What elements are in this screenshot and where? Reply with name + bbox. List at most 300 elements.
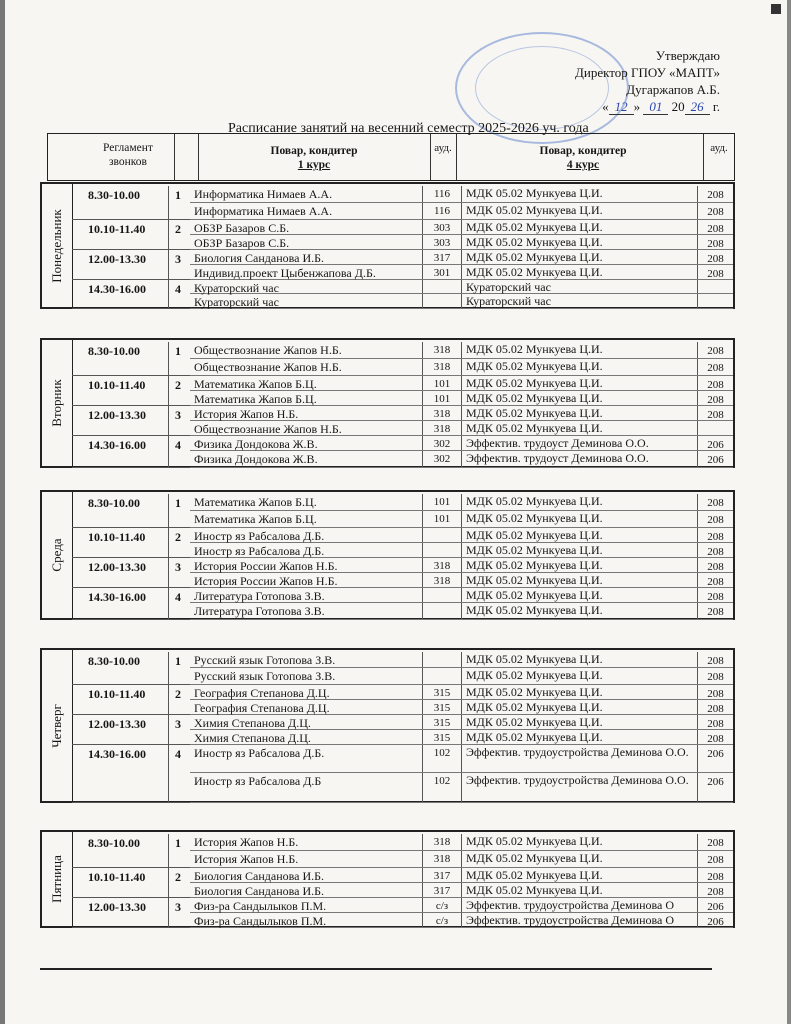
room-course-1: 301: [422, 265, 462, 279]
slot-number: 3: [175, 408, 181, 422]
room-course-4: 208: [697, 700, 733, 714]
room-course-1: 318: [422, 359, 462, 375]
day-block: [40, 182, 735, 309]
table-row: [190, 436, 733, 451]
subject-course-1: Иностр яз Рабсалова Д.Б.: [194, 529, 325, 543]
room-course-4: 208: [697, 203, 733, 219]
subject-course-1: Кураторский час: [194, 281, 279, 295]
subject-course-4: МДК 05.02 Мункуева Ц.И.: [466, 376, 603, 390]
table-row: [190, 730, 733, 745]
slot-time: 12.00-13.30: [88, 408, 146, 422]
header-group-2: [468, 144, 698, 172]
subject-course-4: МДК 05.02 Мункуева Ц.И.: [466, 359, 603, 373]
table-row: [190, 834, 733, 851]
slot-time: 14.30-16.00: [88, 282, 146, 296]
room-course-1: [422, 588, 462, 602]
subject-course-1: Математика Жапов Б.Ц.: [194, 495, 317, 509]
time-slot: [72, 406, 190, 436]
subject-course-4: МДК 05.02 Мункуева Ц.И.: [466, 834, 603, 848]
subject-course-4: Эффектив. трудоуст Деминова О.О.: [466, 451, 649, 465]
slot-time: 12.00-13.30: [88, 900, 146, 914]
subject-course-4: МДК 05.02 Мункуева Ц.И.: [466, 511, 603, 525]
slot-number: 4: [175, 282, 181, 296]
table-row: [190, 685, 733, 700]
room-course-4: 208: [697, 588, 733, 602]
time-slot: [72, 528, 190, 558]
subject-course-1: Литература Готопова З.В.: [194, 604, 325, 618]
slot-divider: [168, 436, 169, 467]
room-course-1: [422, 603, 462, 619]
room-course-4: [697, 280, 733, 293]
header-course-2: 4 курс: [566, 159, 600, 171]
subject-course-4: Эффектив. трудоустройства Деминова О.О.: [466, 745, 689, 759]
room-course-4: 208: [697, 186, 733, 202]
day-name: Четверг: [49, 703, 64, 748]
subject-course-4: МДК 05.02 Мункуева Ц.И.: [466, 558, 603, 572]
room-course-1: 318: [422, 421, 462, 435]
room-course-4: 208: [697, 851, 733, 867]
subject-course-1: Физ-ра Сандылыков П.М.: [194, 899, 327, 913]
table-row: [190, 883, 733, 898]
subject-course-1: Математика Жапов Б.Ц.: [194, 512, 317, 526]
table-row: [190, 376, 733, 391]
subject-course-1: Биология Санданова И.Б.: [194, 869, 325, 883]
day-name-cell: [42, 492, 73, 618]
slot-time: 12.00-13.30: [88, 717, 146, 731]
slot-number: 2: [175, 687, 181, 701]
table-row: [190, 715, 733, 730]
slot-number: 1: [175, 836, 181, 850]
slot-divider: [168, 745, 169, 802]
header-divider-1: [174, 134, 175, 180]
subject-course-4: МДК 05.02 Мункуева Ц.И.: [466, 186, 603, 200]
approval-line-3: Дугаржапов А.Б.: [626, 82, 720, 97]
table-row: [190, 494, 733, 511]
subject-course-1: Обществознание Жапов Н.Б.: [194, 343, 342, 357]
slot-number: 4: [175, 747, 181, 761]
time-slot: [72, 685, 190, 715]
day-name-cell: [42, 650, 73, 801]
subject-course-4: МДК 05.02 Мункуева Ц.И.: [466, 573, 603, 587]
day-block: [40, 490, 735, 620]
slot-divider: [168, 494, 169, 527]
slot-time: 12.00-13.30: [88, 252, 146, 266]
room-course-4: 208: [697, 652, 733, 667]
room-course-4: 208: [697, 543, 733, 557]
slot-divider: [168, 685, 169, 714]
room-course-1: 317: [422, 883, 462, 897]
room-course-4: 206: [697, 898, 733, 912]
subject-course-4: МДК 05.02 Мункуева Ц.И.: [466, 730, 603, 744]
room-course-4: 208: [697, 668, 733, 684]
time-slot: [72, 898, 190, 928]
table-header: [47, 133, 735, 181]
subject-course-4: Кураторский час: [466, 294, 551, 308]
room-course-1: 102: [422, 773, 462, 802]
subject-course-4: Эффектив. трудоустройства Деминова О: [466, 913, 674, 927]
time-slot: [72, 280, 190, 309]
room-course-1: 303: [422, 235, 462, 249]
date-open-quote: «: [602, 99, 609, 114]
slot-time: 12.00-13.30: [88, 560, 146, 574]
subject-course-1: История Жапов Н.Б.: [194, 407, 299, 421]
subject-course-4: МДК 05.02 Мункуева Ц.И.: [466, 851, 603, 865]
room-course-4: 208: [697, 558, 733, 572]
subject-course-1: ОБЗР Базаров С.Б.: [194, 221, 290, 235]
slot-divider: [168, 406, 169, 435]
date-suffix: г.: [712, 99, 720, 114]
subject-course-1: Индивид.проект Цыбенжапова Д.Б.: [194, 266, 376, 280]
slot-divider: [168, 715, 169, 744]
room-course-1: 318: [422, 834, 462, 850]
slot-time: 10.10-11.40: [88, 687, 146, 701]
subject-course-4: МДК 05.02 Мункуева Ц.И.: [466, 883, 603, 897]
room-course-1: [422, 668, 462, 684]
day-name: Среда: [49, 538, 64, 572]
time-slot: [72, 745, 190, 803]
room-course-4: 208: [697, 391, 733, 405]
room-course-1: 318: [422, 558, 462, 572]
room-course-1: 318: [422, 406, 462, 420]
subject-course-1: Обществознание Жапов Н.Б.: [194, 422, 342, 436]
room-course-1: 318: [422, 573, 462, 587]
subject-course-1: Иностр яз Рабсалова Д.Б: [194, 774, 322, 788]
room-course-1: 116: [422, 186, 462, 202]
header-divider-4: [456, 134, 457, 180]
scan-edge-left: [0, 0, 5, 1024]
table-row: [190, 406, 733, 421]
subject-course-4: МДК 05.02 Мункуева Ц.И.: [466, 494, 603, 508]
room-course-1: [422, 528, 462, 542]
room-course-1: 303: [422, 220, 462, 234]
day-name-cell: [42, 340, 73, 466]
header-room-2: ауд.: [710, 142, 728, 154]
subject-course-4: Кураторский час: [466, 280, 551, 294]
slot-time: 14.30-16.00: [88, 590, 146, 604]
room-course-1: с/з: [422, 898, 462, 912]
room-course-4: 208: [697, 342, 733, 358]
time-slot: [72, 342, 190, 376]
day-name: Понедельник: [49, 208, 64, 283]
subject-course-4: МДК 05.02 Мункуева Ц.И.: [466, 868, 603, 882]
subject-course-4: МДК 05.02 Мункуева Ц.И.: [466, 603, 603, 617]
table-row: [190, 668, 733, 685]
subject-course-4: МДК 05.02 Мункуева Ц.И.: [466, 700, 603, 714]
table-row: [190, 913, 733, 928]
subject-course-1: Биология Санданова И.Б.: [194, 251, 325, 265]
slot-number: 1: [175, 496, 181, 510]
subject-course-1: Химия Степанова Д.Ц.: [194, 731, 311, 745]
slot-time: 8.30-10.00: [88, 344, 140, 358]
table-row: [190, 851, 733, 868]
subject-course-1: Физ-ра Сандылыков П.М.: [194, 914, 327, 928]
room-course-4: 208: [697, 834, 733, 850]
room-course-1: 317: [422, 868, 462, 882]
room-course-4: 208: [697, 685, 733, 699]
date-month: 01: [643, 99, 668, 115]
date-close-quote: »: [633, 99, 641, 114]
slot-divider: [168, 376, 169, 405]
time-slot: [72, 494, 190, 528]
time-slot: [72, 376, 190, 406]
table-row: [190, 250, 733, 265]
header-group-1: [198, 144, 430, 172]
table-row: [190, 543, 733, 558]
subject-course-4: МДК 05.02 Мункуева Ц.И.: [466, 715, 603, 729]
room-course-4: 208: [697, 376, 733, 390]
slot-time: 10.10-11.40: [88, 870, 146, 884]
table-row: [190, 391, 733, 406]
day-block: [40, 830, 735, 928]
day-block: [40, 338, 735, 468]
slot-number: 1: [175, 344, 181, 358]
subject-course-1: Математика Жапов Б.Ц.: [194, 392, 317, 406]
room-course-4: 208: [697, 603, 733, 619]
subject-course-1: Иностр яз Рабсалова Д.Б.: [194, 746, 325, 760]
room-course-1: 102: [422, 745, 462, 772]
subject-course-4: Эффектив. трудоуст Деминова О.О.: [466, 436, 649, 450]
table-row: [190, 186, 733, 203]
subject-course-4: МДК 05.02 Мункуева Ц.И.: [466, 421, 603, 435]
time-slot: [72, 834, 190, 868]
slot-time: 10.10-11.40: [88, 378, 146, 392]
room-course-1: 302: [422, 436, 462, 450]
table-row: [190, 652, 733, 668]
date-day: 12: [609, 99, 634, 115]
slot-number: 3: [175, 560, 181, 574]
subject-course-4: МДК 05.02 Мункуева Ц.И.: [466, 528, 603, 542]
day-block: [40, 648, 735, 803]
subject-course-1: ОБЗР Базаров С.Б.: [194, 236, 290, 250]
subject-course-4: МДК 05.02 Мункуева Ц.И.: [466, 265, 603, 279]
room-course-4: 208: [697, 250, 733, 264]
time-slot: [72, 868, 190, 898]
subject-course-1: География Степанова Д.Ц.: [194, 686, 330, 700]
room-course-4: 208: [697, 359, 733, 375]
time-slot: [72, 715, 190, 745]
table-row: [190, 294, 733, 309]
room-course-4: 208: [697, 868, 733, 882]
slot-divider: [168, 652, 169, 684]
subject-course-4: Эффектив. трудоустройства Деминова О.О.: [466, 773, 689, 787]
slot-number: 3: [175, 252, 181, 266]
slot-time: 14.30-16.00: [88, 747, 146, 761]
subject-course-4: МДК 05.02 Мункуева Ц.И.: [466, 652, 603, 666]
time-slot: [72, 588, 190, 620]
subject-course-4: МДК 05.02 Мункуева Ц.И.: [466, 220, 603, 234]
table-row: [190, 603, 733, 620]
room-course-1: 116: [422, 203, 462, 219]
slot-number: 2: [175, 378, 181, 392]
time-slot: [72, 250, 190, 280]
time-slot: [72, 436, 190, 468]
subject-course-1: История Жапов Н.Б.: [194, 852, 299, 866]
table-row: [190, 588, 733, 603]
slot-divider: [168, 220, 169, 249]
room-course-4: 206: [697, 436, 733, 450]
room-course-1: 315: [422, 685, 462, 699]
slot-time: 8.30-10.00: [88, 496, 140, 510]
slot-number: 2: [175, 222, 181, 236]
slot-divider: [168, 558, 169, 587]
room-course-4: 206: [697, 451, 733, 467]
subject-course-4: МДК 05.02 Мункуева Ц.И.: [466, 203, 603, 217]
room-course-4: 208: [697, 715, 733, 729]
table-row: [190, 528, 733, 543]
room-course-1: с/з: [422, 913, 462, 927]
time-slot: [72, 652, 190, 685]
subject-course-4: МДК 05.02 Мункуева Ц.И.: [466, 406, 603, 420]
subject-course-4: МДК 05.02 Мункуева Ц.И.: [466, 250, 603, 264]
slot-divider: [168, 528, 169, 557]
date-year-suffix: 26: [685, 99, 710, 115]
slot-divider: [168, 834, 169, 867]
room-course-4: 208: [697, 494, 733, 510]
table-row: [190, 280, 733, 294]
subject-course-4: МДК 05.02 Мункуева Ц.И.: [466, 235, 603, 249]
slot-time: 8.30-10.00: [88, 188, 140, 202]
subject-course-1: Русский язык Готопова З.В.: [194, 653, 336, 667]
subject-course-4: МДК 05.02 Мункуева Ц.И.: [466, 342, 603, 356]
approval-date: [602, 98, 720, 115]
subject-course-1: История Жапов Н.Б.: [194, 835, 299, 849]
subject-course-4: МДК 05.02 Мункуева Ц.И.: [466, 391, 603, 405]
subject-course-1: История России Жапов Н.Б.: [194, 574, 338, 588]
subject-course-1: История России Жапов Н.Б.: [194, 559, 338, 573]
slot-number: 4: [175, 438, 181, 452]
day-name-cell: [42, 832, 73, 926]
subject-course-1: Иностр яз Рабсалова Д.Б.: [194, 544, 325, 558]
subject-course-4: МДК 05.02 Мункуева Ц.И.: [466, 668, 603, 682]
subject-course-1: Информатика Нимаев А.А.: [194, 204, 333, 218]
room-course-1: 101: [422, 391, 462, 405]
subject-course-1: Информатика Нимаев А.А.: [194, 187, 333, 201]
room-course-1: 101: [422, 494, 462, 510]
table-row: [190, 359, 733, 376]
slot-number: 3: [175, 717, 181, 731]
room-course-4: 208: [697, 573, 733, 587]
room-course-1: [422, 294, 462, 308]
day-name-cell: [42, 184, 73, 307]
slot-time: 8.30-10.00: [88, 836, 140, 850]
subject-course-1: География Степанова Д.Ц.: [194, 701, 330, 715]
room-course-4: 206: [697, 745, 733, 772]
subject-course-1: Физика Дондокова Ж.В.: [194, 452, 318, 466]
table-bottom-rule: [40, 968, 712, 970]
slot-divider: [168, 186, 169, 219]
slot-number: 2: [175, 530, 181, 544]
slot-number: 1: [175, 188, 181, 202]
room-course-1: 315: [422, 715, 462, 729]
subject-course-1: Литература Готопова З.В.: [194, 589, 325, 603]
table-row: [190, 773, 733, 803]
header-divider-3: [430, 134, 431, 180]
approval-line-2: Директор ГПОУ «МАПТ»: [575, 65, 720, 80]
room-course-1: 302: [422, 451, 462, 467]
subject-course-4: МДК 05.02 Мункуева Ц.И.: [466, 543, 603, 557]
slot-number: 1: [175, 654, 181, 668]
subject-course-4: Эффектив. трудоустройства Деминова О: [466, 898, 674, 912]
slot-divider: [168, 588, 169, 619]
room-course-4: 208: [697, 406, 733, 420]
date-year-prefix: 20: [671, 99, 685, 114]
room-course-4: [697, 294, 733, 308]
table-row: [190, 342, 733, 359]
scan-corner-mark: [771, 4, 781, 14]
slot-divider: [168, 280, 169, 308]
time-slot: [72, 558, 190, 588]
time-slot: [72, 186, 190, 220]
table-row: [190, 421, 733, 436]
room-course-1: [422, 543, 462, 557]
table-row: [190, 898, 733, 913]
room-course-4: 208: [697, 220, 733, 234]
room-course-4: 208: [697, 511, 733, 527]
slot-number: 3: [175, 900, 181, 914]
header-bells: Регламент звонков: [103, 142, 153, 168]
slot-divider: [168, 250, 169, 279]
subject-course-1: Химия Степанова Д.Ц.: [194, 716, 311, 730]
room-course-1: 318: [422, 342, 462, 358]
header-room-1: ауд.: [434, 142, 452, 154]
header-group-1-name: Повар, кондитер: [270, 145, 358, 157]
time-slot: [72, 220, 190, 250]
approval-block: [470, 47, 720, 115]
table-row: [190, 558, 733, 573]
room-course-1: 315: [422, 700, 462, 714]
slot-number: 4: [175, 590, 181, 604]
table-row: [190, 451, 733, 468]
table-row: [190, 573, 733, 588]
room-course-1: 317: [422, 250, 462, 264]
room-course-1: [422, 652, 462, 667]
room-course-1: [422, 280, 462, 293]
header-course-1: 1 курс: [297, 159, 331, 171]
room-course-4: 208: [697, 265, 733, 279]
header-divider-5: [703, 134, 704, 180]
day-name: Пятница: [49, 855, 64, 903]
subject-course-1: Биология Санданова И.Б.: [194, 884, 325, 898]
table-row: [190, 265, 733, 280]
room-course-1: 101: [422, 376, 462, 390]
approval-line-1: Утверждаю: [655, 48, 720, 63]
room-course-4: [697, 421, 733, 435]
table-row: [190, 235, 733, 250]
subject-course-1: Русский язык Готопова З.В.: [194, 669, 336, 683]
schedule-title: Расписание занятий на весенний семестр 2025-2026 уч. года: [228, 121, 589, 136]
day-name: Вторник: [49, 379, 64, 427]
slot-time: 10.10-11.40: [88, 222, 146, 236]
room-course-4: 206: [697, 773, 733, 802]
room-course-4: 208: [697, 730, 733, 744]
subject-course-4: МДК 05.02 Мункуева Ц.И.: [466, 588, 603, 602]
room-course-4: 208: [697, 883, 733, 897]
slot-divider: [168, 868, 169, 897]
table-row: [190, 203, 733, 220]
subject-course-1: Кураторский час: [194, 295, 279, 309]
scan-edge-right: [787, 0, 791, 1024]
subject-course-1: Математика Жапов Б.Ц.: [194, 377, 317, 391]
slot-time: 8.30-10.00: [88, 654, 140, 668]
room-course-1: 101: [422, 511, 462, 527]
slot-divider: [168, 898, 169, 927]
table-row: [190, 700, 733, 715]
room-course-4: 206: [697, 913, 733, 927]
header-group-2-name: Повар, кондитер: [539, 145, 627, 157]
table-row: [190, 868, 733, 883]
subject-course-1: Обществознание Жапов Н.Б.: [194, 360, 342, 374]
subject-course-4: МДК 05.02 Мункуева Ц.И.: [466, 685, 603, 699]
